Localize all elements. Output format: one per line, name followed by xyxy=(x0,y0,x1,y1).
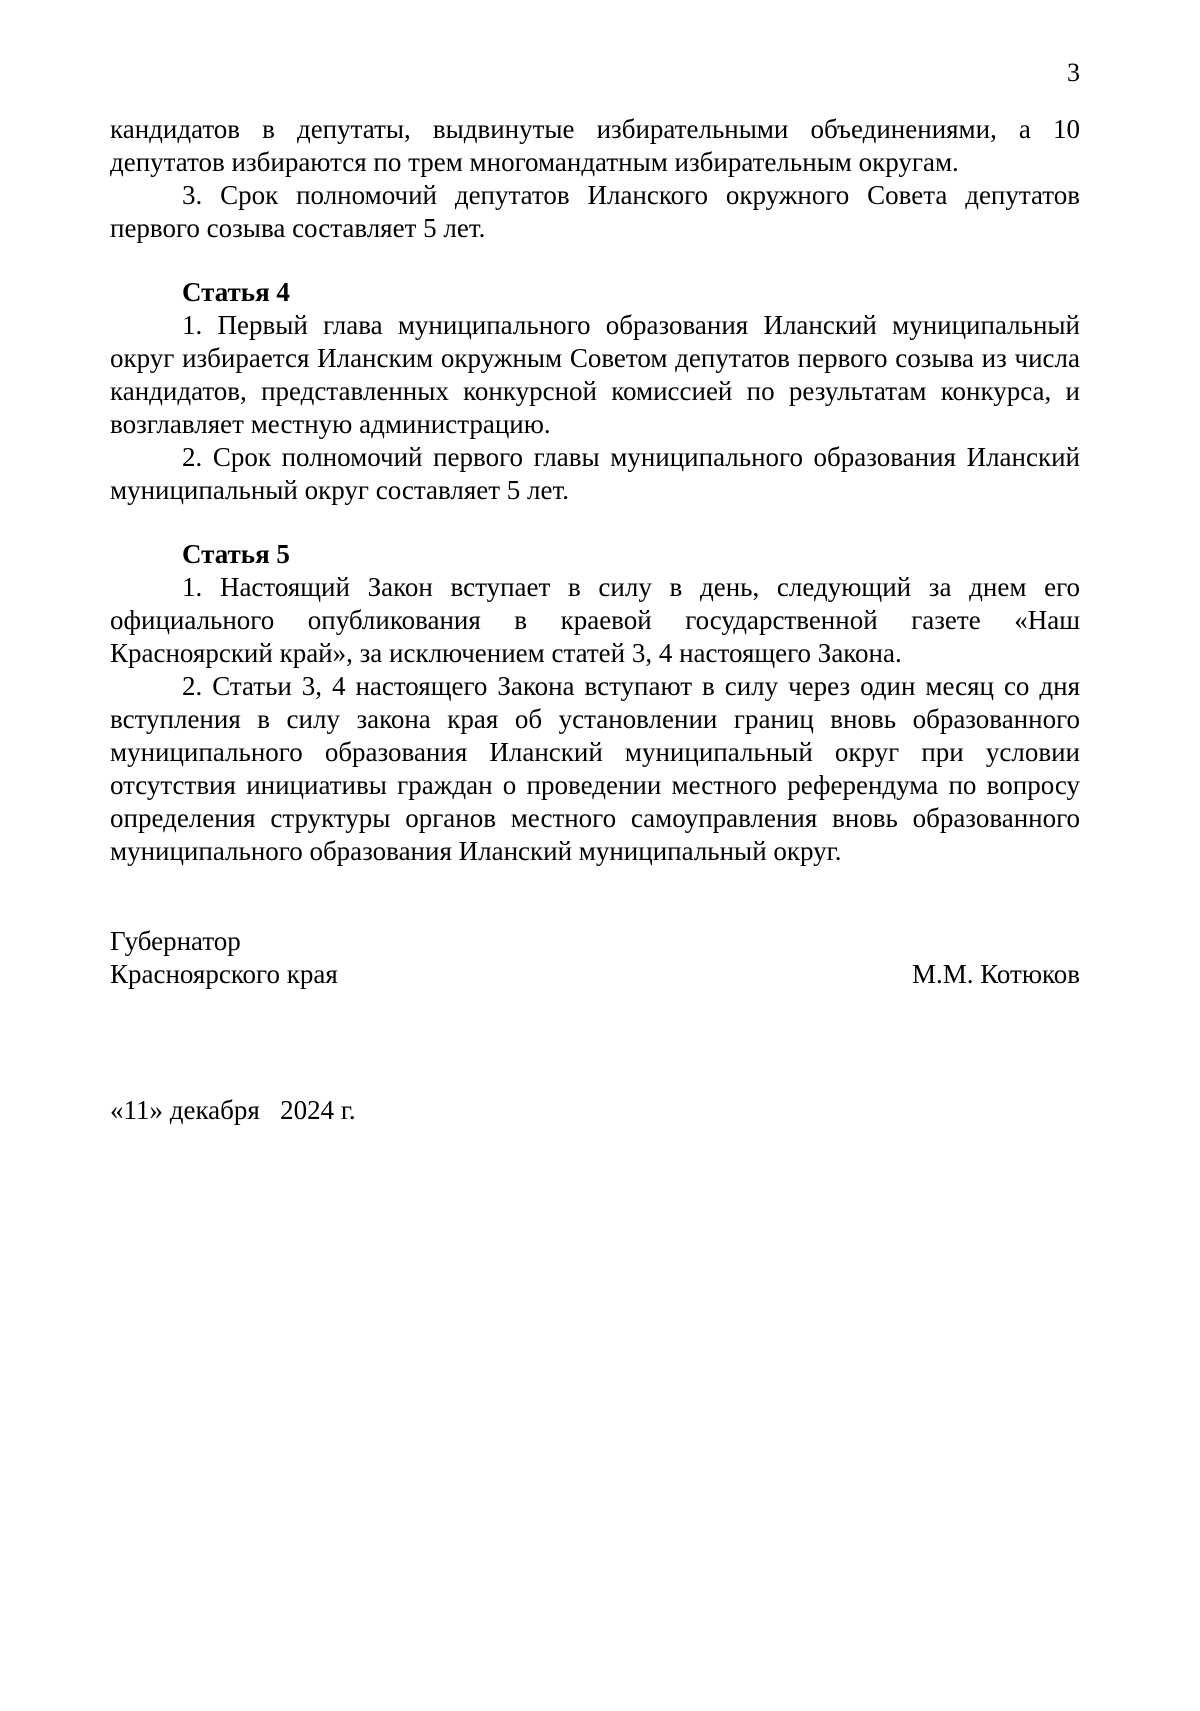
article4-item2: 2. Срок полномочий первого главы муниципального образования Иланский муниципальный округ составляет 5 лет. xyxy=(110,442,1080,505)
page-number: 3 xyxy=(1067,58,1080,87)
section-gap xyxy=(110,245,1080,276)
signatory-title-line2: Красноярского края xyxy=(110,959,338,989)
article5-item2: 2. Статьи 3, 4 настоящего Закона вступают в силу через один месяц со дня вступления в силу закона края об установлении границ вновь образованного муниципального образования Иланский муниципальный округ при условии отсутствия инициативы граждан о проведении местного референдума по вопросу определения структуры органов местного самоуправления вновь образованного муниципального образования Иланский муниципальный округ. xyxy=(110,671,1080,866)
signing-date: «11» декабря 2024 г. xyxy=(110,1095,356,1125)
article5-item1: 1. Настоящий Закон вступает в силу в день, следующий за днем его официального опубликования в краевой государственной газете «Наш Красноярский край», за исключением статей 3, 4 настоящего Закона. xyxy=(110,572,1080,668)
signature-row xyxy=(110,958,1080,991)
section-gap xyxy=(110,507,1080,538)
signatory-title-line1: Губернатор xyxy=(110,926,241,956)
signatory-name: М.М. Котюков xyxy=(911,959,1080,989)
signature-block xyxy=(110,925,1080,991)
article4-heading: Статья 4 xyxy=(182,277,290,307)
article5-heading: Статья 5 xyxy=(182,539,290,569)
article3-item3: 3. Срок полномочий депутатов Иланского окружного Совета депутатов первого созыва составляет 5 лет. xyxy=(110,180,1080,243)
article4-item1: 1. Первый глава муниципального образования Иланский муниципальный округ избирается Иланским окружным Советом депутатов первого созыва из числа кандидатов, представленных конкурсной комиссией по результатам конкурса, и возглавляет местную администрацию. xyxy=(110,310,1080,439)
document-body xyxy=(110,113,1080,868)
continuation-paragraph: кандидатов в депутаты, выдвинутые избирательными объединениями, а 10 депутатов избираются по трем многомандатным избирательным округам. xyxy=(110,114,1080,177)
